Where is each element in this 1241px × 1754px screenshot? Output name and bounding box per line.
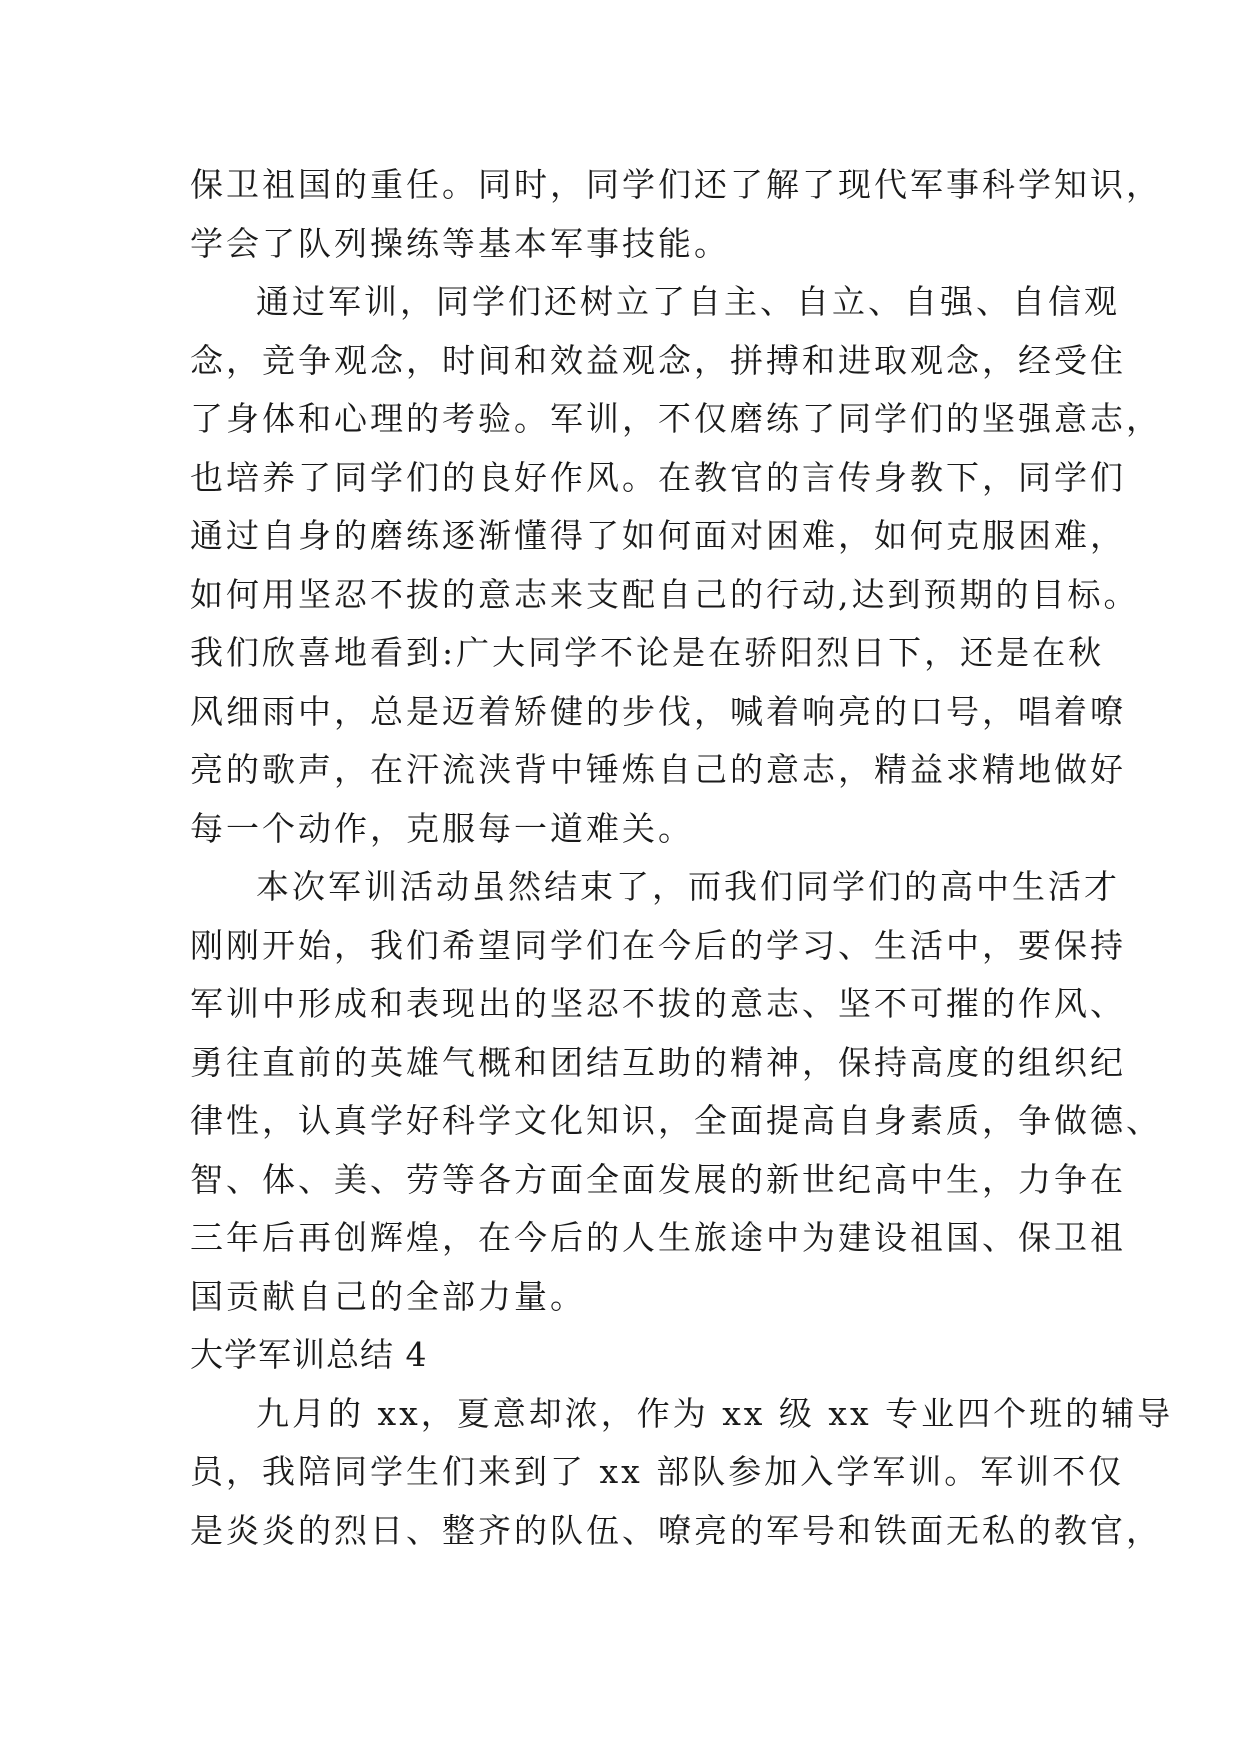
body-line: 了身体和心理的考验。军训，不仅磨练了同学们的坚强意志， — [190, 399, 1162, 438]
body-line: 通过自身的磨练逐渐懂得了如何面对困难，如何克服困难， — [190, 516, 1126, 555]
paragraph-start-line: 九月的 xx，夏意却浓，作为 xx 级 xx 专业四个班的辅导 — [256, 1393, 1174, 1433]
body-line: 学会了队列操练等基本军事技能。 — [190, 223, 730, 263]
body-line: 保卫祖国的重任。同时，同学们还了解了现代军事科学知识， — [190, 165, 1162, 204]
body-line: 我们欣喜地看到:广大同学不论是在骄阳烈日下，还是在秋 — [190, 633, 1105, 672]
paragraph-start-line: 本次军训活动虽然结束了，而我们同学们的高中生活才 — [256, 867, 1120, 906]
body-line: 智、体、美、劳等各方面全面发展的新世纪高中生，力争在 — [190, 1159, 1126, 1199]
body-line: 军训中形成和表现出的坚忍不拔的意志、坚不可摧的作风、 — [190, 984, 1126, 1023]
section-heading: 大学军训总结 4 — [190, 1335, 428, 1374]
body-line: 刚刚开始，我们希望同学们在今后的学习、生活中，要保持 — [190, 925, 1126, 965]
body-line: 律性，认真学好科学文化知识，全面提高自身素质，争做德、 — [190, 1101, 1162, 1140]
body-line: 勇往直前的英雄气概和团结互助的精神，保持高度的组织纪 — [190, 1042, 1126, 1082]
body-line: 如何用坚忍不拔的意志来支配自己的行动,达到预期的目标。 — [190, 574, 1140, 614]
body-line: 三年后再创辉煌，在今后的人生旅途中为建设祖国、保卫祖 — [190, 1218, 1126, 1257]
body-line: 每一个动作，克服每一道难关。 — [190, 808, 694, 848]
body-line: 也培养了同学们的良好作风。在教官的言传身教下，同学们 — [190, 457, 1126, 497]
body-line: 风细雨中，总是迈着矫健的步伐，喊着响亮的口号，唱着嘹 — [190, 691, 1126, 731]
body-line: 国贡献自己的全部力量。 — [190, 1276, 586, 1316]
paragraph-start-line: 通过军训，同学们还树立了自主、自立、自强、自信观 — [256, 282, 1120, 321]
body-line: 亮的歌声，在汗流浃背中锤炼自己的意志，精益求精地做好 — [190, 750, 1126, 789]
body-line: 是炎炎的烈日、整齐的队伍、嘹亮的军号和铁面无私的教官， — [190, 1510, 1162, 1550]
document-body — [190, 156, 1174, 1560]
body-line: 员，我陪同学生们来到了 xx 部队参加入学军训。军训不仅 — [190, 1452, 1125, 1491]
body-line: 念，竞争观念，时间和效益观念，拼搏和进取观念，经受住 — [190, 340, 1126, 380]
